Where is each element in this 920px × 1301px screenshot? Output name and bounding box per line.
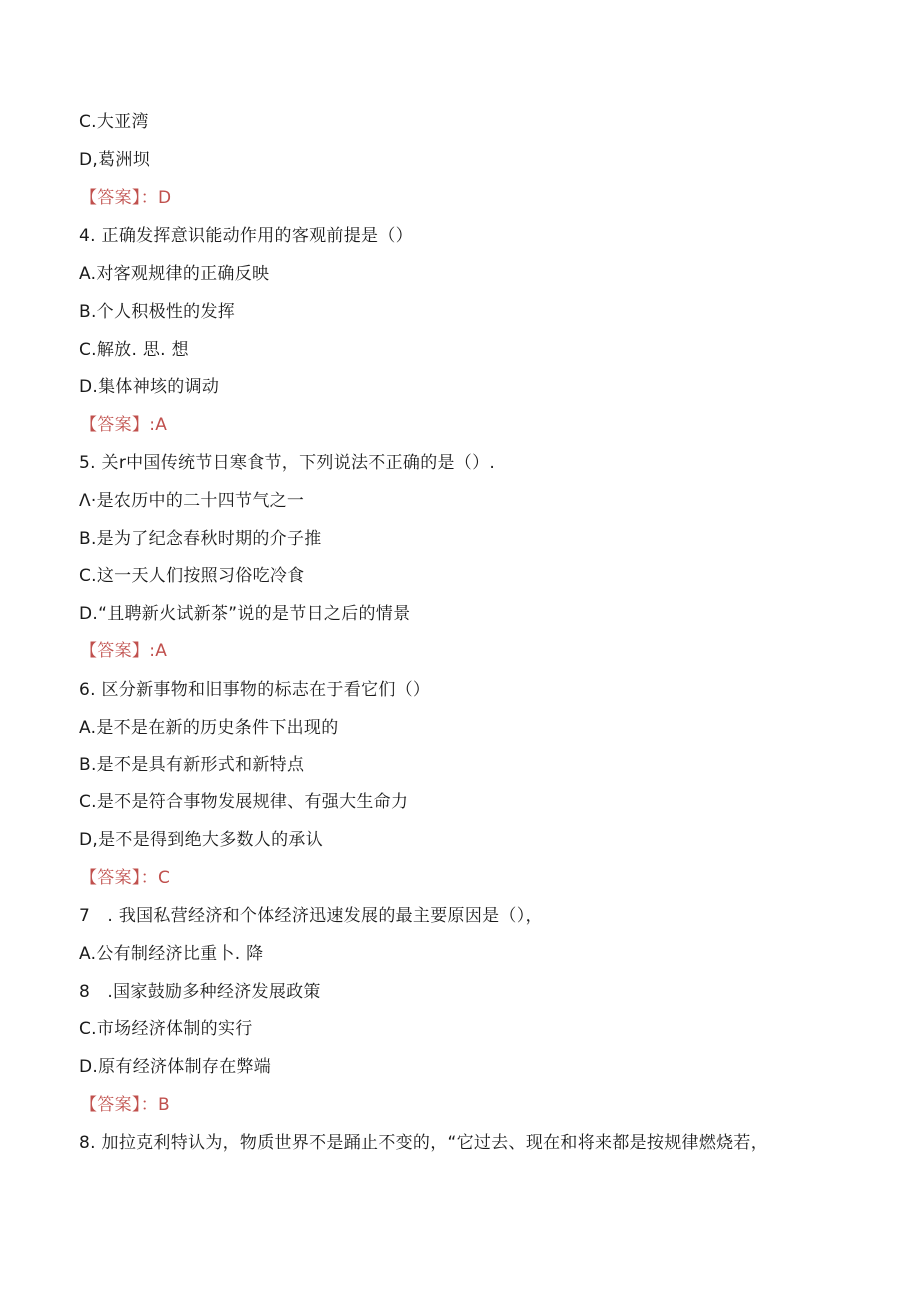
answer-label: 【答案】 — [80, 641, 150, 661]
option-line: A.是不是在新的历史条件下出现的 — [79, 718, 339, 738]
option-line: C.这一天人们按照习俗吃冷食 — [79, 566, 305, 586]
answer-separator: ： — [140, 1095, 159, 1115]
option-line: C.解放. 思. 想 — [79, 340, 189, 360]
answer-line — [80, 413, 167, 437]
answer-value: A — [155, 415, 168, 435]
answer-line — [80, 1093, 170, 1117]
answer-label: 【答案】 — [80, 1095, 141, 1115]
answer-separator: ： — [140, 868, 159, 888]
question-line: 8. 加拉克利特认为，物质世界不是踊止不变的，“它过去、现在和将来都是按规律燃烧若， — [79, 1133, 769, 1153]
option-line: C.是不是符合事物发展规律、有强大生命力 — [79, 792, 409, 812]
option-line: D.“且聘新火试新茶”说的是节日之后的情景 — [79, 604, 411, 624]
option-line: C.市场经济体制的实行 — [79, 1019, 253, 1039]
option-line: B.是为了纪念春秋时期的介子推 — [79, 529, 322, 549]
option-line: A.公有制经济比重卜. 降 — [79, 944, 264, 964]
answer-label: 【答案】 — [80, 868, 141, 888]
answer-value: B — [158, 1095, 170, 1115]
question-line: 5. 关r中国传统节日寒食节，下列说法不正确的是（）. — [79, 453, 496, 473]
option-line: A.对客观规律的正确反映 — [79, 264, 270, 284]
answer-separator: ： — [140, 188, 159, 208]
option-line: C.大亚湾 — [79, 112, 149, 132]
option-line: D,葛洲坝 — [79, 150, 150, 170]
option-line: 8 .国家鼓励多种经济发展政策 — [79, 982, 321, 1002]
answer-value: C — [158, 868, 171, 888]
answer-line — [80, 186, 171, 210]
answer-line — [80, 866, 170, 890]
option-line: D,是不是得到绝大多数人的承认 — [79, 830, 323, 850]
answer-value: D — [158, 188, 172, 208]
question-line: 7 . 我国私营经济和个体经济迅速发展的最主要原因是（）， — [79, 906, 543, 926]
question-line: 6. 区分新事物和旧事物的标志在于看它们（） — [79, 680, 431, 700]
answer-value: A — [155, 641, 168, 661]
answer-separator: : — [149, 641, 156, 661]
option-line: B.个人积极性的发挥 — [79, 302, 236, 322]
option-line: D.集体神垓的调动 — [79, 377, 220, 397]
option-line: B.是不是具有新形式和新特点 — [79, 755, 305, 775]
answer-separator: : — [149, 415, 156, 435]
option-line: D.原有经济体制存在弊端 — [79, 1057, 272, 1077]
answer-line — [80, 639, 167, 663]
answer-label: 【答案】 — [80, 415, 150, 435]
answer-label: 【答案】 — [80, 188, 141, 208]
question-line: 4. 正确发挥意识能动作用的客观前提是（） — [79, 226, 413, 246]
option-line: Λ·是农历中的二十四节气之一 — [79, 491, 305, 511]
